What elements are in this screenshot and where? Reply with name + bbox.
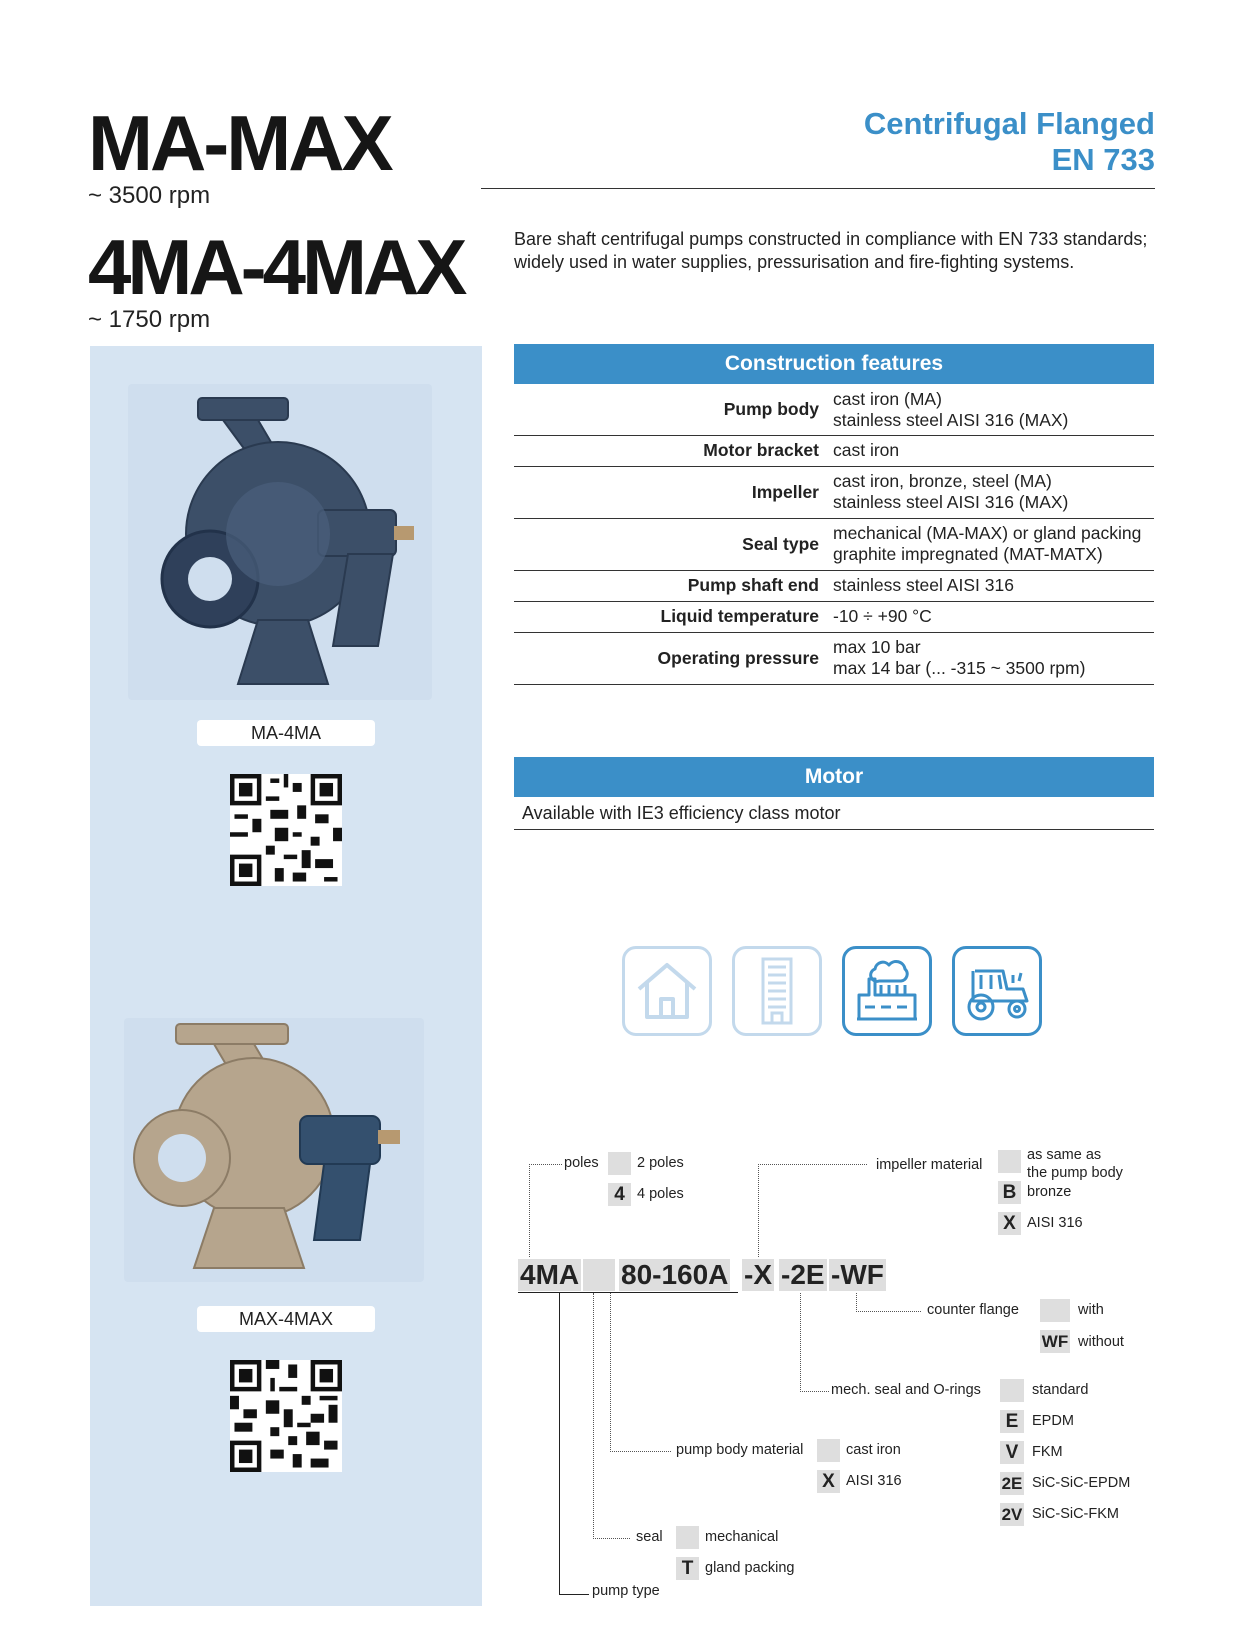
leader-line-pump-type bbox=[559, 1293, 560, 1595]
option-text: AISI 316 bbox=[846, 1473, 902, 1489]
option-text: cast iron bbox=[846, 1442, 901, 1458]
house-icon bbox=[622, 946, 712, 1036]
motor-text: Available with IE3 efficiency class motor bbox=[514, 800, 1154, 830]
leader-line-poles bbox=[529, 1164, 562, 1257]
product-panel bbox=[90, 346, 482, 1606]
table-row bbox=[514, 466, 1154, 518]
option-text: without bbox=[1078, 1334, 1124, 1350]
row-value: cast iron (MA) bbox=[833, 388, 942, 409]
option-text: standard bbox=[1032, 1382, 1089, 1398]
row-label: Seal type bbox=[514, 518, 833, 570]
seal-rings-label: mech. seal and O-rings bbox=[831, 1382, 981, 1398]
option-code-box bbox=[1000, 1379, 1024, 1402]
option-code-box: WF bbox=[1041, 1332, 1069, 1351]
option-code-box: V bbox=[1000, 1441, 1024, 1464]
header-divider bbox=[481, 188, 1155, 189]
row-value: max 14 bar (... -315 ~ 3500 rpm) bbox=[833, 658, 1086, 678]
option-code-box bbox=[998, 1150, 1021, 1173]
option-code-box: 2V bbox=[1001, 1505, 1023, 1524]
code-segment-flange: -WF bbox=[831, 1259, 884, 1290]
product-description: Bare shaft centrifugal pumps constructed in compliance with EN 733 standards; widely used in water supplies, pressurisation and fire-fighting systems. bbox=[514, 229, 1148, 272]
code-segment-pump-type: 4MA bbox=[520, 1259, 580, 1290]
option-text: AISI 316 bbox=[1027, 1215, 1083, 1231]
code-segment-size: 80-160A bbox=[621, 1259, 729, 1290]
poles-label: poles bbox=[564, 1155, 599, 1171]
row-value: mechanical (MA-MAX) or gland packing bbox=[833, 523, 1142, 543]
motor-header: Motor bbox=[514, 757, 1154, 797]
row-value: cast iron bbox=[833, 440, 900, 460]
seal-label: seal bbox=[636, 1529, 663, 1545]
option-text: SiC-SiC-FKM bbox=[1032, 1506, 1119, 1522]
row-label: Impeller bbox=[514, 466, 833, 518]
option-code-box: X bbox=[817, 1470, 840, 1493]
impeller-label: impeller material bbox=[876, 1157, 983, 1173]
table-row bbox=[514, 435, 1154, 466]
option-text: 4 poles bbox=[637, 1186, 684, 1202]
option-code-box bbox=[817, 1439, 840, 1462]
row-label: Motor bracket bbox=[514, 435, 833, 466]
option-code-box: 2E bbox=[1001, 1474, 1023, 1493]
row-value: stainless steel AISI 316 (MAX) bbox=[833, 409, 1069, 430]
option-code-box: 4 bbox=[608, 1183, 631, 1206]
construction-header: Construction features bbox=[514, 344, 1154, 384]
product-caption-ma: MA-4MA bbox=[197, 720, 375, 746]
option-text: gland packing bbox=[705, 1560, 795, 1576]
qr-code-max[interactable] bbox=[230, 1360, 342, 1472]
row-value: stainless steel AISI 316 bbox=[833, 575, 1014, 595]
option-code-box: T bbox=[676, 1557, 699, 1580]
category-line-1: Centrifugal Flanged bbox=[863, 106, 1155, 141]
option-code-box bbox=[676, 1526, 699, 1549]
code-segment-poles bbox=[583, 1259, 615, 1291]
row-value: -10 ÷ +90 °C bbox=[833, 606, 932, 626]
building-icon bbox=[732, 946, 822, 1036]
code-segment-impeller: -X bbox=[744, 1259, 772, 1290]
row-label: Pump body bbox=[514, 385, 833, 435]
option-text: as same as bbox=[1027, 1147, 1102, 1163]
option-text: FKM bbox=[1032, 1444, 1063, 1460]
option-text: 2 poles bbox=[637, 1155, 684, 1171]
leader-line-flange bbox=[856, 1293, 921, 1312]
option-text: the pump body bbox=[1027, 1165, 1123, 1181]
option-code-box bbox=[1040, 1299, 1070, 1322]
rpm-primary: ~ 3500 rpm bbox=[88, 182, 211, 209]
category-line-2: EN 733 bbox=[1051, 142, 1155, 177]
code-underline bbox=[518, 1292, 738, 1293]
model-title-secondary: 4MA-4MAX bbox=[88, 223, 464, 311]
option-text: bronze bbox=[1027, 1184, 1072, 1200]
tractor-icon bbox=[952, 946, 1042, 1036]
option-text: EPDM bbox=[1032, 1413, 1074, 1429]
leader-line-impeller bbox=[758, 1164, 867, 1257]
row-label: Operating pressure bbox=[514, 632, 833, 684]
industry-icon bbox=[842, 946, 932, 1036]
table-row bbox=[514, 601, 1154, 632]
table-row bbox=[514, 632, 1154, 684]
pump-image-max bbox=[124, 1018, 424, 1282]
table-row bbox=[514, 570, 1154, 601]
row-label: Pump shaft end bbox=[514, 570, 833, 601]
option-text: with bbox=[1078, 1302, 1104, 1318]
row-value: max 10 bar bbox=[833, 637, 921, 657]
row-value: cast iron, bronze, steel (MA) bbox=[833, 471, 1052, 491]
construction-table bbox=[514, 385, 1154, 685]
body-label: pump body material bbox=[676, 1442, 804, 1458]
option-code-box: X bbox=[998, 1212, 1021, 1235]
option-text: SiC-SiC-EPDM bbox=[1032, 1475, 1131, 1491]
row-value: stainless steel AISI 316 (MAX) bbox=[833, 492, 1069, 512]
code-segment-seal-rings: -2E bbox=[781, 1259, 825, 1290]
product-caption-max: MAX-4MAX bbox=[197, 1306, 375, 1332]
leader-line-seal-rings bbox=[800, 1293, 829, 1392]
row-value: graphite impregnated (MAT-MATX) bbox=[833, 544, 1103, 564]
option-code-box bbox=[608, 1152, 631, 1175]
qr-code-ma[interactable] bbox=[230, 774, 342, 886]
option-text: mechanical bbox=[705, 1529, 779, 1545]
option-code-box: E bbox=[1000, 1410, 1024, 1433]
model-title-primary: MA-MAX bbox=[88, 99, 391, 187]
pump-type-label: pump type bbox=[592, 1583, 660, 1599]
table-row bbox=[514, 518, 1154, 570]
rpm-secondary: ~ 1750 rpm bbox=[88, 306, 211, 333]
option-code-box: B bbox=[998, 1181, 1021, 1204]
table-row bbox=[514, 385, 1154, 435]
row-label: Liquid temperature bbox=[514, 601, 833, 632]
pump-image-ma bbox=[128, 384, 432, 700]
flange-label: counter flange bbox=[927, 1302, 1019, 1318]
leader-line-seal bbox=[593, 1293, 630, 1539]
